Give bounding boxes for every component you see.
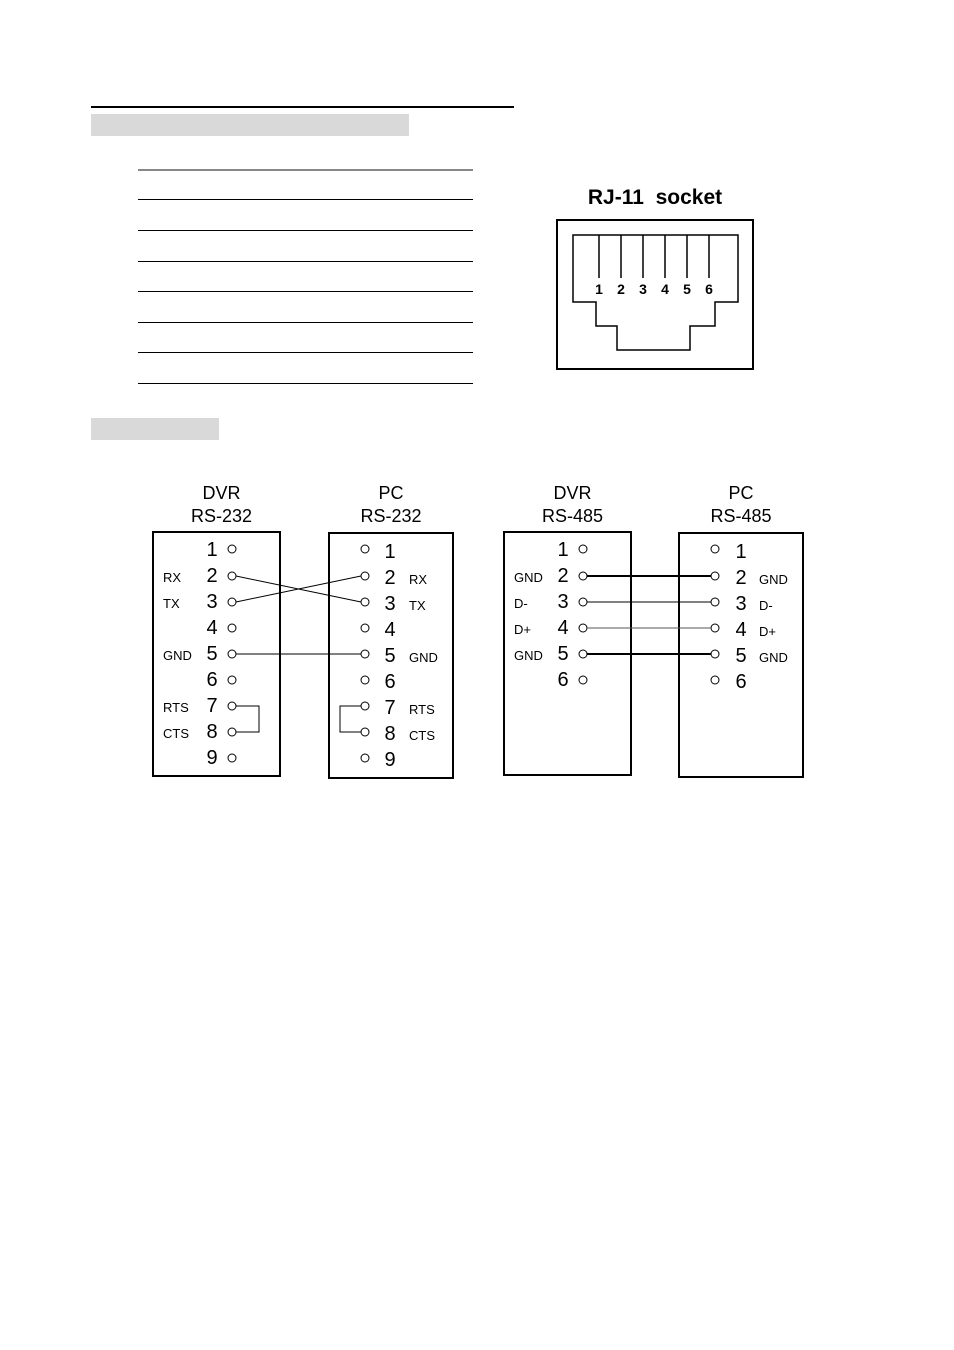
- pin-label: GND: [759, 572, 788, 587]
- pin-number: 5: [384, 645, 396, 667]
- pin-number: 4: [735, 619, 747, 641]
- pin-circle: [361, 545, 369, 553]
- pin-number: 9: [206, 747, 218, 769]
- header-line: RS-232: [190, 506, 253, 526]
- pin-label: GND: [163, 648, 192, 663]
- pin-circle: [361, 650, 369, 658]
- pin-label: D+: [759, 624, 776, 639]
- pin-circle: [579, 676, 587, 684]
- pin-number: 8: [384, 723, 396, 745]
- pin-number: 1: [557, 539, 569, 561]
- pin-label: GND: [514, 648, 543, 663]
- pc-rs232-pin-circles: [361, 545, 369, 762]
- pin-number: 3: [735, 593, 747, 615]
- pc-rs485-header: [679, 482, 803, 528]
- pin-label: RTS: [163, 700, 189, 715]
- pin-circle: [711, 545, 719, 553]
- pin-circle: [711, 624, 719, 632]
- pin-circle: [579, 572, 587, 580]
- pin-number: 6: [557, 669, 569, 691]
- pin-circle: [228, 702, 236, 710]
- pin-circle: [361, 624, 369, 632]
- loop-dvr-rts-cts: [236, 706, 259, 732]
- pin-number: 1: [206, 539, 218, 561]
- pin-circle: [228, 650, 236, 658]
- pin-label: D-: [514, 596, 528, 611]
- pin-label: GND: [759, 650, 788, 665]
- pin-label: GND: [514, 570, 543, 585]
- pc-rs485-pin-circles: [711, 545, 719, 684]
- pin-circle: [228, 545, 236, 553]
- pin-number: 2: [735, 567, 747, 589]
- pin-circle: [579, 545, 587, 553]
- pin-number: 5: [557, 643, 569, 665]
- pin-number: 4: [384, 619, 396, 641]
- pin-circle: [228, 624, 236, 632]
- rj11-pin-label: 2: [617, 281, 625, 297]
- dvr-rs485-pin-circles: [579, 545, 587, 684]
- pin-number: 2: [384, 567, 396, 589]
- pin-label: CTS: [163, 726, 189, 741]
- pin-circle: [361, 728, 369, 736]
- pin-number: 6: [206, 669, 218, 691]
- rj11-pin-label: 1: [595, 281, 603, 297]
- pin-number: 7: [384, 697, 396, 719]
- pin-circle: [228, 754, 236, 762]
- pin-number: 2: [557, 565, 569, 587]
- pin-number: 5: [206, 643, 218, 665]
- header-line: DVR: [553, 483, 592, 503]
- pin-number: 6: [735, 671, 747, 693]
- rj11-pin-label: 4: [661, 281, 669, 297]
- pin-circle: [579, 624, 587, 632]
- pin-circle: [711, 598, 719, 606]
- pin-circle: [228, 676, 236, 684]
- pin-circle: [361, 572, 369, 580]
- pin-circle: [361, 754, 369, 762]
- pin-label: TX: [163, 596, 180, 611]
- pin-label: RX: [409, 572, 428, 587]
- dvr-rs232-pin-circles: [228, 545, 236, 762]
- header-line: PC: [378, 483, 404, 503]
- pin-number: 6: [384, 671, 396, 693]
- pin-circle: [711, 676, 719, 684]
- pin-circle: [711, 572, 719, 580]
- pin-label: RTS: [409, 702, 435, 717]
- pin-number: 3: [384, 593, 396, 615]
- pin-label: CTS: [409, 728, 435, 743]
- rj11-pin-label: 6: [705, 281, 713, 297]
- pin-circle: [228, 598, 236, 606]
- header-line: PC: [728, 483, 754, 503]
- pin-label: RX: [163, 570, 182, 585]
- loop-pc-rts-cts: [340, 706, 361, 732]
- pin-circle: [361, 676, 369, 684]
- dvr-rs232-header: [153, 482, 290, 528]
- dvr-rs485-header: [504, 482, 641, 528]
- pin-number: 1: [384, 541, 396, 563]
- pin-circle: [361, 598, 369, 606]
- header-line: RS-485: [710, 506, 772, 526]
- pin-circle: [361, 702, 369, 710]
- pin-circle: [711, 650, 719, 658]
- pin-label: GND: [409, 650, 438, 665]
- pin-number: 7: [206, 695, 218, 717]
- rj11-pin-label: 3: [639, 281, 647, 297]
- pin-label: D+: [514, 622, 531, 637]
- pin-circle: [228, 572, 236, 580]
- header-line: RS-485: [541, 506, 604, 526]
- pin-number: 4: [557, 617, 569, 639]
- pin-number: 3: [557, 591, 569, 613]
- pin-number: 9: [384, 749, 396, 771]
- pin-circle: [228, 728, 236, 736]
- pin-circle: [579, 598, 587, 606]
- pin-number: 8: [206, 721, 218, 743]
- pin-number: 2: [206, 565, 218, 587]
- rj11-pin-label: 5: [683, 281, 691, 297]
- pc-rs232-header: [329, 482, 453, 528]
- pin-number: 1: [735, 541, 747, 563]
- header-line: RS-232: [360, 506, 422, 526]
- pin-number: 5: [735, 645, 747, 667]
- pin-number: 4: [206, 617, 218, 639]
- pin-circle: [579, 650, 587, 658]
- pin-label: D-: [759, 598, 773, 613]
- rj11-title: RJ-11 socket: [587, 186, 723, 209]
- header-line: DVR: [202, 483, 241, 503]
- pin-number: 3: [206, 591, 218, 613]
- pin-label: TX: [409, 598, 426, 613]
